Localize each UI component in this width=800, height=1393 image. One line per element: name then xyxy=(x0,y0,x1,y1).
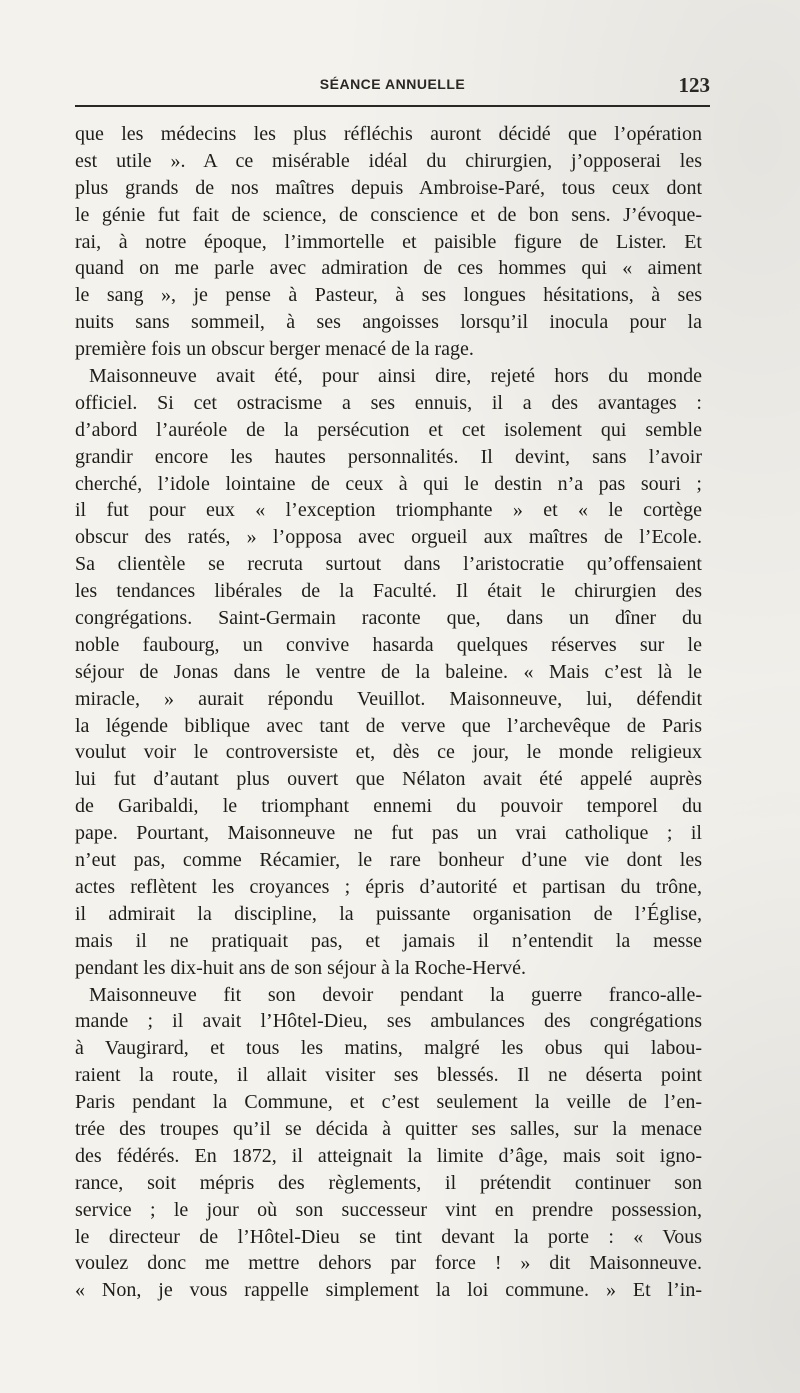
text-line: lui fut d’autant plus ouvert que Nélaton avait été appelé auprès xyxy=(75,768,702,791)
text-line: grandir encore les hautes personnalités. Il devint, sans l’avoir xyxy=(75,445,702,468)
text-line: raient la route, il allait visiter ses blessés. Il ne déserta point xyxy=(75,1064,702,1087)
text-line: la légende biblique avec tant de verve que l’archevêque de Paris xyxy=(75,714,702,737)
text-line: obscur des ratés, » l’opposa avec orgueil aux maîtres de l’Ecole. xyxy=(75,526,702,549)
text-line: quand on me parle avec admiration de ces hommes qui « aiment xyxy=(75,257,702,280)
header-rule xyxy=(75,105,710,107)
text-line: première fois un obscur berger menacé de la rage. xyxy=(75,338,474,361)
text-line: plus grands de nos maîtres depuis Ambroise-Paré, tous ceux dont xyxy=(75,176,702,199)
body-text xyxy=(75,121,702,1304)
text-line: voulez donc me mettre dehors par force ! » dit Maisonneuve. xyxy=(75,1252,702,1275)
text-line: nuits sans sommeil, à ses angoisses lorsqu’il inocula pour la xyxy=(75,311,702,334)
text-line: service ; le jour où son successeur vint en prendre possession, xyxy=(75,1198,702,1221)
text-line: il admirait la discipline, la puissante organisation de l’Église, xyxy=(75,902,702,925)
text-line: actes reflètent les croyances ; épris d’autorité et partisan du trône, xyxy=(75,875,702,898)
running-title: SÉANCE ANNUELLE xyxy=(319,76,466,92)
text-line: Maisonneuve avait été, pour ainsi dire, rejeté hors du monde xyxy=(89,365,702,388)
text-line: « Non, je vous rappelle simplement la loi commune. » Et l’in- xyxy=(75,1279,702,1302)
text-line: trée des troupes qu’il se décida à quitter ses salles, sur la menace xyxy=(75,1117,702,1140)
text-line: Maisonneuve fit son devoir pendant la guerre franco-alle- xyxy=(89,983,702,1006)
text-line: rai, à notre époque, l’immortelle et paisible figure de Lister. Et xyxy=(75,230,702,253)
text-line: mais il ne pratiquait pas, et jamais il n’entendit la messe xyxy=(75,929,702,952)
text-line: cherché, l’idole lointaine de ceux à qui le destin n’a pas souri ; xyxy=(75,472,702,495)
text-line: miracle, » aurait répondu Veuillot. Maisonneuve, lui, défendit xyxy=(75,687,702,710)
text-line: séjour de Jonas dans le ventre de la baleine. « Mais c’est là le xyxy=(75,660,702,683)
text-line: les tendances libérales de la Faculté. Il était le chirurgien des xyxy=(75,580,702,603)
page-header xyxy=(75,70,710,100)
text-line: est utile ». A ce misérable idéal du chirurgien, j’opposerai les xyxy=(75,149,702,172)
text-line: noble faubourg, un convive hasarda quelques réserves sur le xyxy=(75,633,702,656)
text-line: congrégations. Saint-Germain raconte que, dans un dîner du xyxy=(75,607,702,630)
text-line: de Garibaldi, le triomphant ennemi du pouvoir temporel du xyxy=(75,795,702,818)
text-line: Paris pendant la Commune, et c’est seulement la veille de l’en- xyxy=(75,1091,702,1114)
page-number: 123 xyxy=(678,73,710,97)
text-line: Sa clientèle se recruta surtout dans l’aristocratie qu’offensaient xyxy=(75,553,702,576)
text-line: pendant les dix-huit ans de son séjour à la Roche-Hervé. xyxy=(75,956,526,979)
text-line: le directeur de l’Hôtel-Dieu se tint devant la porte : « Vous xyxy=(75,1225,702,1248)
text-line: il fut pour eux « l’exception triomphante » et « le cortège xyxy=(75,499,702,522)
text-line: le sang », je pense à Pasteur, à ses longues hésitations, à ses xyxy=(75,284,702,307)
text-line: voulut voir le controversiste et, dès ce jour, le monde religieux xyxy=(75,741,702,764)
text-line: n’eut pas, comme Récamier, le rare bonheur d’une vie dont les xyxy=(75,849,702,872)
text-line: mande ; il avait l’Hôtel-Dieu, ses ambulances des congrégations xyxy=(75,1010,702,1033)
text-line: officiel. Si cet ostracisme a ses ennuis, il a des avantages : xyxy=(75,391,702,414)
text-line: pape. Pourtant, Maisonneuve ne fut pas un vrai catholique ; il xyxy=(75,822,702,845)
text-line: des fédérés. En 1872, il atteignait la limite d’âge, mais soit igno- xyxy=(75,1144,702,1167)
text-line: à Vaugirard, et tous les matins, malgré les obus qui labou- xyxy=(75,1037,702,1060)
text-line: le génie fut fait de science, de conscience et de bon sens. J’évoque- xyxy=(75,203,702,226)
text-line: d’abord l’auréole de la persécution et cet isolement qui semble xyxy=(75,418,702,441)
text-line: que les médecins les plus réfléchis auront décidé que l’opération xyxy=(75,123,702,145)
text-line: rance, soit mépris des règlements, il prétendit continuer son xyxy=(75,1171,702,1194)
